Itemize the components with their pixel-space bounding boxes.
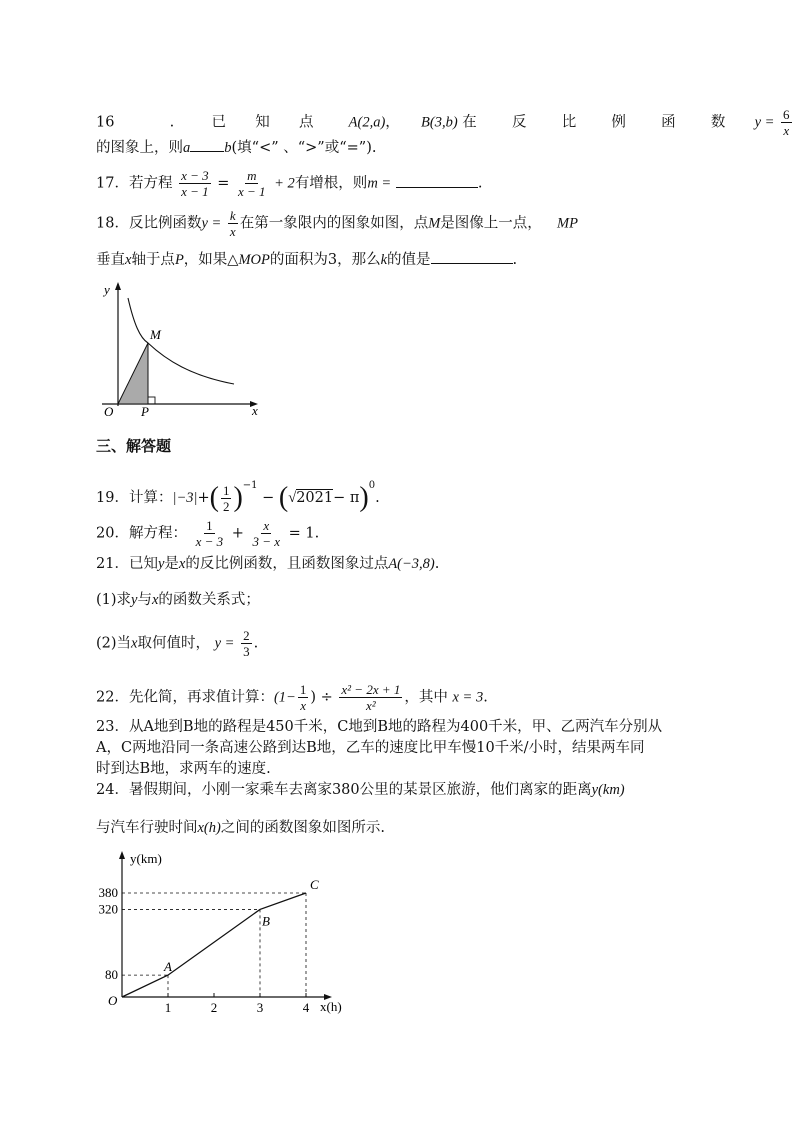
q19-minus: − [262,490,275,506]
q18-var-m: M [428,215,441,232]
fraction-denominator: x − 1 [237,184,266,199]
q21-sub2 [96,628,258,659]
y-axis-arrow [115,282,121,290]
q16-var-a: a [183,140,191,156]
q16-comma: ， [385,114,400,131]
point-label-p: P [141,404,149,419]
q18-function-fraction [228,208,238,239]
q21-var-y: y [157,556,165,572]
q16-word: 点 [298,114,314,131]
right-angle-mark [148,397,155,404]
q16-dot: . [169,114,175,131]
q22-text: ，其中 [404,689,448,706]
q22-paren: ) [310,689,316,706]
q21-text: 取何值时， [137,635,210,652]
q18-text: 在第一象限内的图象如图，点 [239,215,429,232]
answer-blank[interactable] [396,187,478,188]
axis-label-y: y(km) [130,851,162,866]
q18-line1 [96,208,578,239]
fraction-numerator: 1 [299,682,307,697]
q18-text: ，如果△ [183,252,239,268]
q19-line: 19．计算：|−3|+( $\frac{1}{2}$ )$^{-1} - (√2021- \pi)^0$. [96,480,380,514]
q18-text: 的值是 [387,252,431,268]
q16-point-b: B(3,b) [421,114,458,131]
q22-fraction-1 [298,682,309,713]
q18-figure [96,280,271,420]
q18-text: 的面积为3，那么 [269,252,381,268]
y-axis-arrow [119,851,125,859]
axis-label-y: y [104,282,110,297]
q16-number: 16 [96,114,115,131]
point-label-m: M [150,327,161,342]
q20-fraction-1 [194,518,226,549]
q21-fraction [241,628,252,659]
triangle-mop [118,343,148,404]
fraction-numerator: 2 [243,628,250,643]
fraction-denominator: 3 − x [252,534,281,549]
q18-var-k: k [380,252,388,268]
axis-label-x: x(h) [320,999,342,1014]
fraction-numerator: m [247,168,257,183]
fraction-denominator: x − 3 [195,534,224,549]
origin-label: O [108,993,118,1008]
fraction-numerator: x [263,518,270,533]
q17-var-m: m = [367,175,392,192]
q23-line1: 23．从A地到B地的路程是450千米，C地到B地的路程为400千米，甲、乙两汽车分别从 [96,719,663,735]
fraction-numerator: k [229,208,236,223]
q16-line2 [96,138,376,158]
q20-plus: + [231,525,244,542]
q21-end: . [253,635,259,652]
q17-line [96,168,482,199]
q19-exponent: 0 [368,480,376,491]
q24-text: 24．暑假期间，小刚一家乘车去离家380公里的某景区旅游，他们离家的距离 [96,782,592,798]
q16-function-lhs: y = [754,114,775,131]
q17-rhs-fraction [236,168,268,199]
q18-var-mop: MOP [238,252,270,268]
q16-word: 例 [611,114,626,131]
q17-equals: = [217,175,230,192]
q21-end: . [434,556,440,572]
fraction-denominator: x [783,123,790,138]
fraction-numerator: x − 3 [181,168,209,183]
q19-minus-pi: − π [333,490,360,506]
q22-fraction-2 [339,682,402,713]
q16-line1 [96,107,790,138]
point-label: C [310,877,319,892]
q21-lhs: y = [214,635,235,652]
q18-text: 是图像上一点， [440,215,542,232]
sqrt-icon: √ [288,490,297,506]
q20-line [96,518,319,549]
q22-part1: (1− [273,689,296,706]
q17-text: 有增根，则 [294,175,368,192]
q24-chart [80,845,360,1020]
q18-label: 18．反比例函数 [96,215,202,232]
q16-text: (填“<” 、“>”或“=”). [231,140,377,156]
fraction-denominator: x [229,224,236,239]
q16-word: 数 [710,114,726,131]
q24-var-y: y(km) [591,782,625,798]
q17-label: 17．若方程 [96,175,173,192]
q20-label: 20．解方程： [96,525,187,542]
q21-point: A(−3,8) [388,556,435,572]
point-label: A [164,959,172,975]
q21-var-x: x [151,592,159,608]
q18-end: . [512,252,518,268]
q19-sqrt-inner: 2021 [296,490,334,506]
y-tick-label: 80 [105,967,118,983]
fraction-numerator: x² − 2x + 1 [341,682,401,697]
q21-var-y: y [131,592,138,608]
q18-var-p: P [174,252,184,268]
x-tick-label: 2 [210,1000,218,1015]
q24-line1 [96,780,625,800]
q21-sub1 [96,590,260,610]
q20-fraction-2 [250,518,282,549]
point-label-o: O [104,404,114,419]
x-tick-label: 1 [164,1000,172,1015]
fraction-denominator: 2 [222,498,230,514]
q21-var-x: x [178,556,186,572]
q16-word: 已 [211,114,226,131]
q18-var-x: x [125,252,132,268]
series-line [122,893,306,997]
q21-text: 与 [137,592,152,608]
q16-word: 比 [561,114,577,131]
q17-plus-two: + 2 [274,175,295,192]
q18-function-lhs: y = [201,215,222,232]
q19-end: . [375,490,380,506]
q21-text: 的反比例函数，且函数图象过点 [185,556,389,572]
q18-var-mp: MP [557,215,578,232]
q21-text: 的函数关系式； [158,592,260,608]
section-title: 三、解答题 [96,437,172,455]
q19-abs-value: |−3| [172,490,198,506]
q23-line2: A，C两地沿同一条高速公路到达B地，乙车的速度比甲车慢10千米/小时，结果两车同 [96,740,645,756]
answer-blank[interactable] [431,263,513,264]
q23-line3: 时到达B地，求两车的速度. [96,761,271,777]
q22-end: . [483,689,488,706]
q19-plus: + [197,490,210,506]
q22-condition: x = 3 [452,689,484,706]
q24-var-x: x(h) [197,820,221,836]
q22-divide: ÷ [320,689,333,706]
axis-label-x: x [252,403,258,418]
q16-var-b: b [224,140,232,156]
q16-word: 反 [511,114,527,131]
fraction-denominator: x² [366,698,376,713]
q17-lhs-fraction [179,168,211,199]
q19-exponent: −1 [242,480,258,491]
x-tick-label: 3 [256,1000,264,1015]
fraction-numerator: 6 [783,107,790,122]
answer-blank[interactable] [190,151,224,152]
y-tick-label: 320 [98,901,118,917]
q16-word: 在 [462,114,477,131]
q24-text: 与汽车行驶时间 [96,820,198,836]
q16-function-fraction [781,107,792,138]
q21-var-x: x [131,635,138,652]
q22-line [96,682,488,713]
y-tick-label: 380 [98,885,118,900]
q16-text: 的图象上，则 [96,140,183,156]
q21-text: (1)求 [96,592,132,608]
fraction-numerator: 1 [222,482,230,498]
fraction-denominator: 3 [243,644,250,659]
q24-text: 之间的函数图象如图所示. [220,820,385,836]
fraction-denominator: x [300,698,306,713]
q20-rhs: = 1. [288,525,320,542]
q16-word: 函 [661,114,676,131]
q22-label: 22．先化简，再求值计算： [96,689,274,706]
q18-text: 垂直 [96,252,125,268]
q21-text: 是 [164,556,179,572]
q17-end: . [477,175,483,192]
q24-line2 [96,818,385,838]
q21-label: 21．已知 [96,556,158,572]
q16-word: 知 [255,114,270,131]
q18-line2 [96,250,517,270]
q18-text: 轴于点 [131,252,175,268]
fraction-numerator: 1 [206,518,213,533]
q16-point-a: A(2,a) [348,114,386,131]
q21-text: (2)当 [96,635,132,652]
q21-line [96,554,439,574]
fraction-denominator: x − 1 [181,184,209,199]
point-label: B [262,913,270,929]
q19-fraction [221,483,232,514]
q19-label: 19．计算： [96,490,173,506]
x-tick-label: 4 [302,1000,310,1015]
